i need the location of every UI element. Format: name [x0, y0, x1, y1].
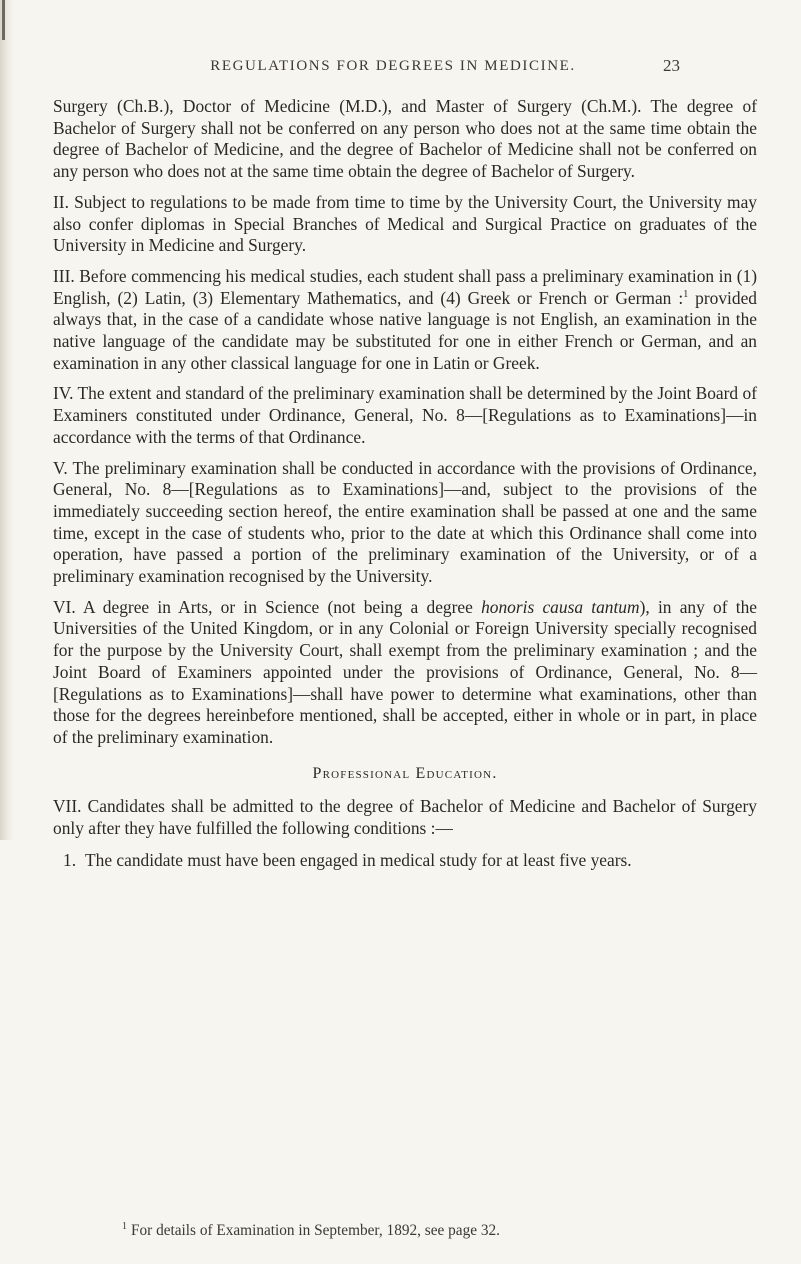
paragraph-iii — [53, 266, 757, 375]
running-title: REGULATIONS FOR DEGREES IN MEDICINE. — [210, 58, 576, 74]
footnote — [122, 1222, 742, 1240]
paragraph-continued: Surgery (Ch.B.), Doctor of Medicine (M.D.), and Master of Surgery (Ch.M.). The degree of Bachelor of Surgery shall not be conferred on any person who does not at the same time obtain the degree of Bachelor of Medicine, and the degree of Bachelor of Medicine shall not be conferred on any person who does not at the same time obtain the degree of Bachelor of Surgery. — [53, 96, 757, 182]
paragraph-iii-text-a: III. Before commencing his medical studies, each student shall pass a preliminary examination in (1) English, (2) Latin, (3) Elementary Mathematics, and (4) Greek or French or German : — [53, 265, 757, 308]
binding-edge-mark — [2, 0, 5, 40]
paragraph-ii: II. Subject to regulations to be made from time to time by the University Court, the University may also confer diplomas in Special Branches of Medical and Surgical Practice on graduates of the University in Medicine and Surgery. — [53, 191, 757, 256]
paragraph-vi-text-b: ), in any of the Universities of the United Kingdom, or in any Colonial or Foreign University specially recognised for the purpose by the University Court, shall exempt from the preliminary examination ; and the Joint Board of Examiners appointed under the provisions of Ordinance, General, No. 8—[Regulations as to Examinations]—shall have power to determine what examinations, other than those for the degrees hereinbefore mentioned, shall be accepted, either in whole or in part, in place of the preliminary examination. — [53, 596, 757, 747]
body-text — [53, 96, 757, 872]
footnote-text: For details of Examination in September, 1892, see page 32. — [131, 1222, 500, 1239]
paragraph-vi — [53, 597, 757, 749]
page-number: 23 — [663, 56, 680, 75]
paragraph-vi-text-a: VI. A degree in Arts, or in Science (not being a degree — [53, 596, 482, 617]
list-item — [63, 850, 757, 872]
footnote-marker: 1 — [122, 1220, 127, 1232]
paragraph-vi-latin-phrase: honoris causa tantum — [481, 596, 640, 617]
paragraph-iv: IV. The extent and standard of the preliminary examination shall be determined by the Joint Board of Examiners constituted under Ordinance, General, No. 8—[Regulations as to Examinations]—in accordance with the terms of that Ordinance. — [53, 383, 757, 447]
paragraph-v: V. The preliminary examination shall be conducted in accordance with the provisions of Ordinance, General, No. 8—[Regulations as to Examinations]—and, subject to the provisions of the immediately succeeding section hereof, the entire examination shall be passed at one and the same time, except in the case of students who, prior to the date at which this Ordinance shall come into operation, have passed a portion of the preliminary examination of the University, or of a preliminary examination recognised by the University. — [53, 457, 757, 587]
list-item-number: 1. — [63, 849, 77, 870]
list-item-text: The candidate must have been engaged in medical study for at least five years. — [85, 849, 632, 870]
paragraph-iii-text-b: provided always that, in the case of a candidate whose native language is not English, an examination in the native language of the candidate may be substituted for one in either French or German, and an examination in any other classical language for one in Latin or Greek. — [53, 287, 757, 373]
paragraph-vii: VII. Candidates shall be admitted to the degree of Bachelor of Medicine and Bachelor of Surgery only after they have fulfilled the following conditions :— — [53, 796, 757, 839]
section-heading: Professional Education. — [312, 764, 498, 782]
footnote-reference: 1 — [683, 288, 689, 300]
page-edge-shadow — [0, 0, 14, 840]
